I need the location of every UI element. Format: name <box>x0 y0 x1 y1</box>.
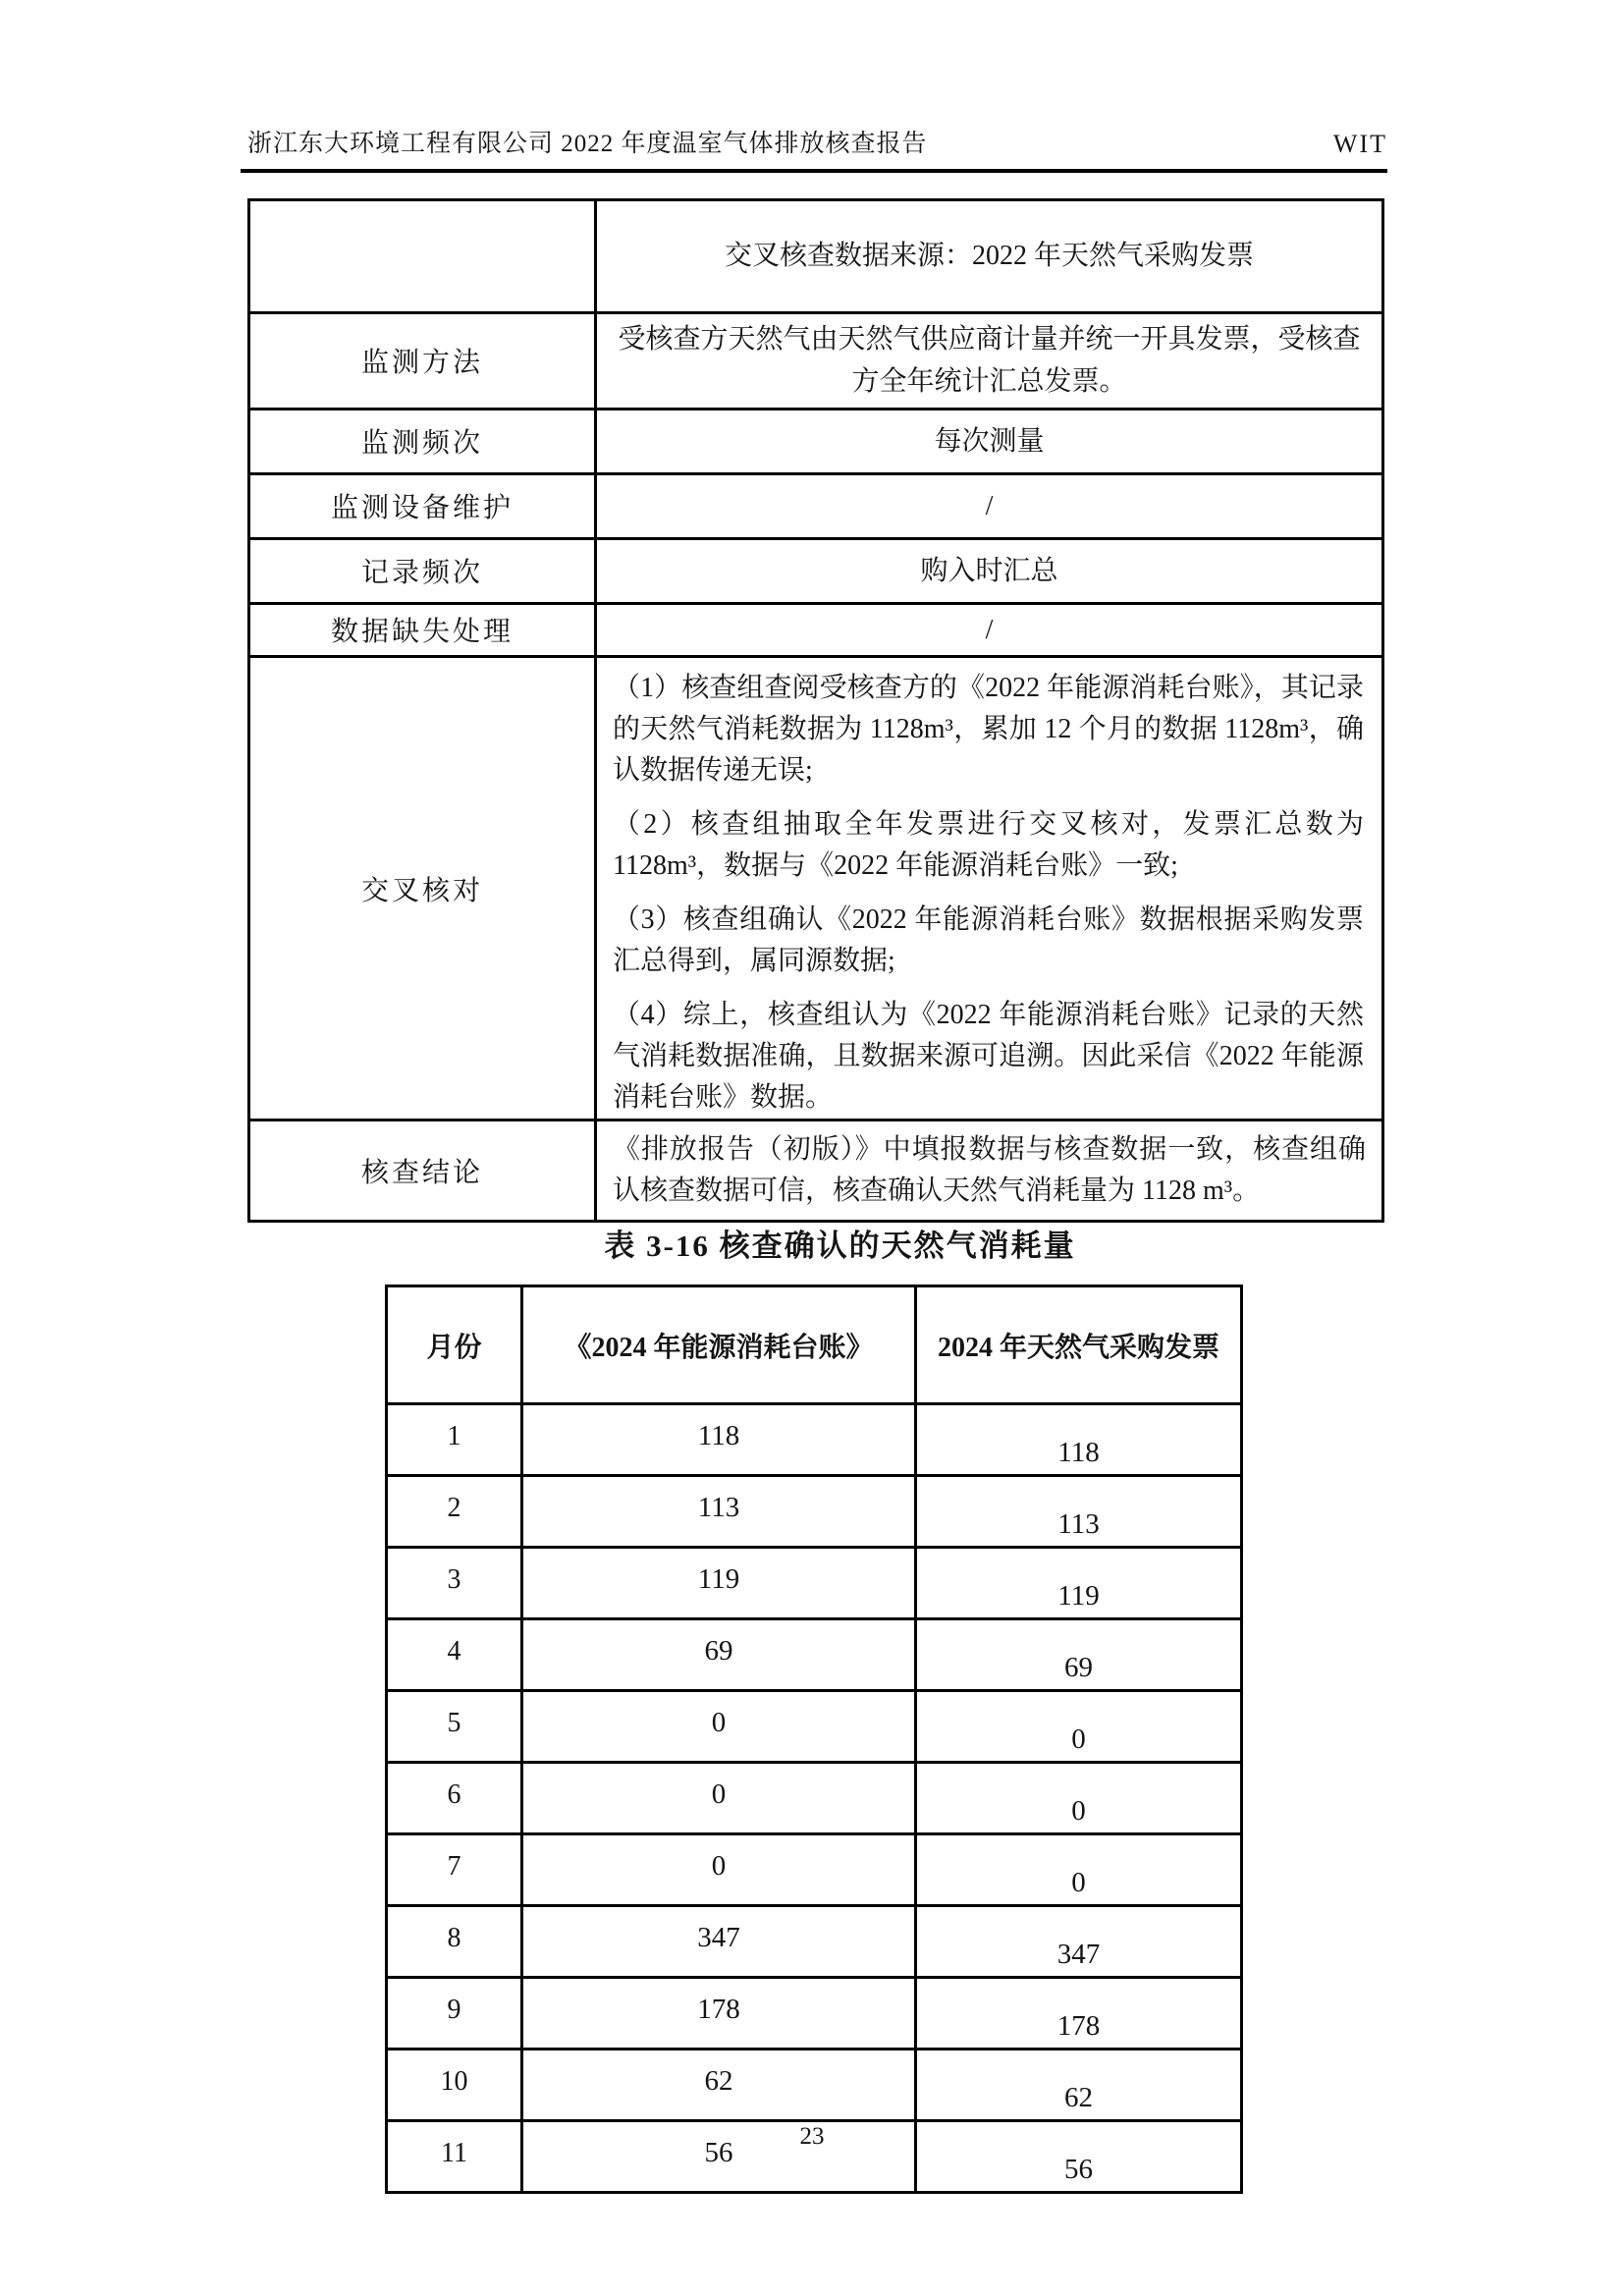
ledger-cell: 118 <box>522 1404 916 1476</box>
ledger-cell: 113 <box>522 1476 916 1548</box>
monitoring-table-body <box>249 200 1383 657</box>
page-number: 23 <box>799 2123 825 2150</box>
report-title: 浙江东大环境工程有限公司 2022 年度温室气体排放核查报告 <box>247 131 928 157</box>
verifier-mark: WIT <box>1332 130 1387 158</box>
cross-check-content <box>596 657 1383 1121</box>
invoice-cell: 119 <box>916 1548 1242 1619</box>
table-row <box>387 1548 1242 1619</box>
column-header-invoice: 2024 年天然气采购发票 <box>916 1286 1242 1404</box>
cross-check-paragraph: （4）综上，核查组认为《2022 年能源消耗台账》记录的天然气消耗数据准确，且数据来源可追溯。因此采信《2022 年能源消耗台账》数据。 <box>613 1000 1364 1114</box>
row-label: 记录频次 <box>249 538 596 603</box>
table-row <box>387 1476 1242 1548</box>
row-label: 监测设备维护 <box>249 473 596 538</box>
row-value: 受核查方天然气由天然气供应商计量并统一开具发票，受核查方全年统计汇总发票。 <box>596 313 1383 410</box>
table-row <box>249 409 1383 473</box>
row-value: / <box>596 473 1383 538</box>
table-row <box>249 200 1383 313</box>
row-label <box>249 200 596 313</box>
table-row <box>387 1978 1242 2050</box>
month-cell: 10 <box>387 2050 522 2121</box>
ledger-cell: 119 <box>522 1548 916 1619</box>
table-3-16-caption: 表 3-16 核查确认的天然气消耗量 <box>604 1229 1076 1263</box>
month-cell: 1 <box>387 1404 522 1476</box>
header-divider <box>241 169 1387 173</box>
invoice-cell: 56 <box>916 2121 1242 2193</box>
table-row <box>387 1763 1242 1834</box>
invoice-cell: 69 <box>916 1619 1242 1691</box>
table-row <box>387 1906 1242 1978</box>
row-value: 购入时汇总 <box>596 538 1383 603</box>
cross-check-row <box>249 657 1383 1121</box>
invoice-cell: 0 <box>916 1834 1242 1906</box>
month-cell: 7 <box>387 1834 522 1906</box>
ledger-cell: 0 <box>522 1763 916 1834</box>
table-row <box>249 473 1383 538</box>
cross-check-paragraph: （3）核查组确认《2022 年能源消耗台账》数据根据采购发票汇总得到，属同源数据; <box>613 904 1364 977</box>
month-cell: 11 <box>387 2121 522 2193</box>
table-row <box>387 1619 1242 1691</box>
row-value: / <box>596 603 1383 656</box>
row-label: 核查结论 <box>249 1121 596 1222</box>
ledger-cell: 178 <box>522 1978 916 2050</box>
ledger-cell: 69 <box>522 1619 916 1691</box>
monitoring-table <box>247 198 1384 1223</box>
table-row <box>387 1834 1242 1906</box>
table-row <box>249 603 1383 656</box>
month-cell: 5 <box>387 1691 522 1763</box>
invoice-cell: 113 <box>916 1476 1242 1548</box>
row-label: 数据缺失处理 <box>249 603 596 656</box>
invoice-cell: 347 <box>916 1906 1242 1978</box>
month-cell: 3 <box>387 1548 522 1619</box>
invoice-cell: 62 <box>916 2050 1242 2121</box>
column-header-month: 月份 <box>387 1286 522 1404</box>
ledger-cell: 62 <box>522 2050 916 2121</box>
table-row <box>387 1691 1242 1763</box>
ledger-cell: 0 <box>522 1691 916 1763</box>
table-row <box>387 1404 1242 1476</box>
consumption-table <box>385 1285 1243 2194</box>
conclusion-value: 《排放报告（初版）》中填报数据与核查数据一致，核查组确认核查数据可信，核查确认天然气消耗量为 1128 m³。 <box>596 1121 1383 1222</box>
cross-check-paragraph: （2）核查组抽取全年发票进行交叉核对，发票汇总数为 1128m³，数据与《2022 年能源消耗台账》一致; <box>613 809 1364 882</box>
ledger-cell: 56 <box>522 2121 916 2193</box>
conclusion-row <box>249 1121 1383 1222</box>
invoice-cell: 0 <box>916 1691 1242 1763</box>
cross-check-paragraph: （1）核查组查阅受核查方的《2022 年能源消耗台账》，其记录的天然气消耗数据为 1128m³，累加 12 个月的数据 1128m³，确认数据传递无误; <box>613 673 1364 787</box>
table-row <box>387 2050 1242 2121</box>
table-row <box>249 538 1383 603</box>
invoice-cell: 118 <box>916 1404 1242 1476</box>
invoice-cell: 0 <box>916 1763 1242 1834</box>
column-header-ledger: 《2024 年能源消耗台账》 <box>522 1286 916 1404</box>
month-cell: 2 <box>387 1476 522 1548</box>
row-label: 交叉核对 <box>249 657 596 1121</box>
row-label: 监测方法 <box>249 313 596 410</box>
invoice-cell: 178 <box>916 1978 1242 2050</box>
row-value: 交叉核查数据来源：2022 年天然气采购发票 <box>596 200 1383 313</box>
consumption-table-header <box>387 1286 1242 1404</box>
month-cell: 4 <box>387 1619 522 1691</box>
month-cell: 9 <box>387 1978 522 2050</box>
row-value: 每次测量 <box>596 409 1383 473</box>
consumption-table-body <box>387 1404 1242 2193</box>
ledger-cell: 347 <box>522 1906 916 1978</box>
month-cell: 6 <box>387 1763 522 1834</box>
ledger-cell: 0 <box>522 1834 916 1906</box>
table-row <box>249 313 1383 410</box>
page-header <box>247 124 1387 159</box>
row-label: 监测频次 <box>249 409 596 473</box>
month-cell: 8 <box>387 1906 522 1978</box>
